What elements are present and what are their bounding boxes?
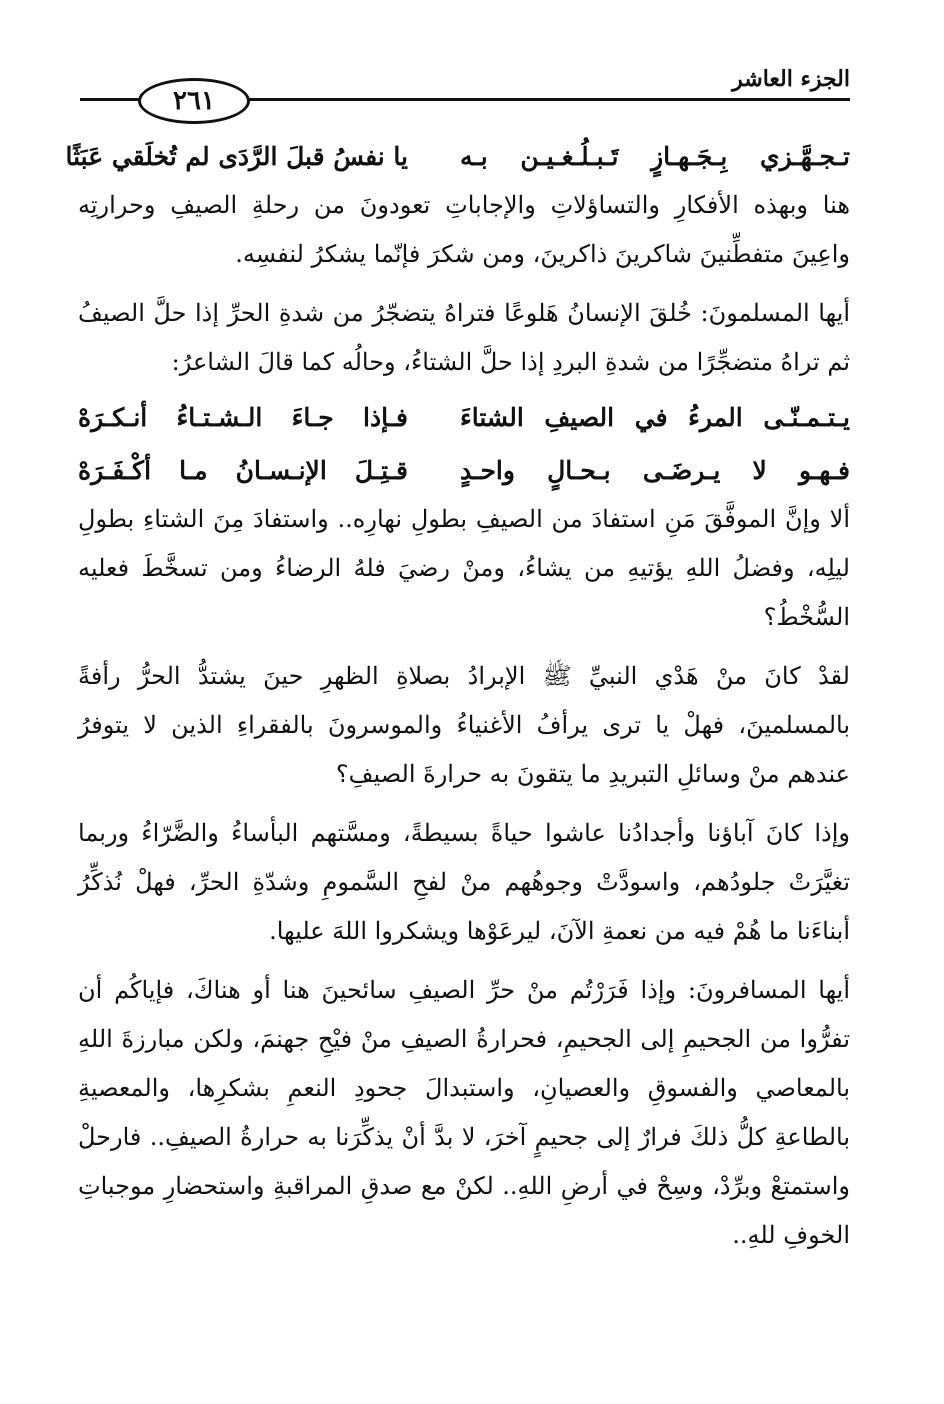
verse-first-hemistich: تـجـهَّـزي بِـجَـهـازٍ تَـبـلُـغـيـن بـه	[460, 142, 850, 171]
poem-verse	[78, 446, 850, 495]
page-number-oval	[138, 78, 250, 124]
part-title: الجزء العاشر	[732, 66, 850, 92]
page-body	[65, 132, 850, 1260]
verse-second-hemistich: قـتِـلَ الإنـسـانُ مـا أكْـفَـرَهْ	[78, 456, 408, 485]
poem-verse	[78, 393, 850, 442]
verse-first-hemistich: يـتـمـنّـى المرءُ في الصيفِ الشتاءَ	[460, 403, 850, 432]
paragraph: أيها المسلمونَ: خُلقَ الإنسانُ هَلوعًا فتراهُ يتضجّرُ من شدةِ الحرِّ إذا حلَّ الصيفُ ثم تراهُ متضجِّرًا من شدةِ البردِ إذا حلَّ الشتاءُ، وحالُه كما قالَ الشاعرُ:	[78, 299, 850, 376]
page-header	[80, 58, 850, 128]
paragraph: ألا وإنَّ الموفَّقَ مَنِ استفادَ من الصيفِ بطولِ نهارِه.. واستفادَ مِنَ الشتاءِ بطولِ ليلِه، وفضلُ اللهِ يؤتيهِ من يشاءُ، ومنْ رضيَ فلهُ الرضاءُ ومن تسخَّطَ فعليه السُّخْطُ؟	[78, 505, 850, 631]
paragraph: هنا وبهذه الأفكارِ والتساؤلاتِ والإجاباتِ تعودونَ من رحلةِ الصيفِ وحرارتِه واعِينَ متفطِّنينَ شاكرينَ ذاكرينَ، ومن شكرَ فإنّما يشكرُ لنفسِه.	[78, 191, 850, 268]
verse-first-hemistich: فـهـو لا يـرضَـى بـحـالٍ واحـدٍ	[460, 456, 850, 485]
verse-second-hemistich: يا نفسُ قبلَ الرَّدَى لم تُخلَقي عَبَثًا	[65, 142, 408, 171]
verse-second-hemistich: فـإذا جـاءَ الـشـتـاءُ أنـكـرَهْ	[78, 403, 408, 432]
paragraph: لقدْ كانَ منْ هَدْي النبيِّ ﷺ الإبرادُ بصلاةِ الظهرِ حينَ يشتدُّ الحرُّ رأفةً بالمسلمينَ، فهلْ يا ترى يرأفُ الأغنياءُ والموسرونَ بالفقراءِ الذين لا يتوفرُ عندهم منْ وسائلِ التبريدِ ما يتقونَ به حرارةَ الصيفِ؟	[78, 662, 850, 788]
paragraph: أيها المسافرونَ: وإذا فَرَرْتُم منْ حرِّ الصيفِ سائحينَ هنا أو هناكَ، فإياكُم أن تفرُّوا من الجحيمِ إلى الجحيمِ، فحرارةُ الصيفِ منْ فيْحِ جهنمَ، ولكن مبارزةَ اللهِ بالمعاصي والفسوقِ والعصيانِ، واستبدالَ جحودِ النعمِ بشكرِها، والمعصيةِ بالطاعةِ كلُّ ذلكَ فرارٌ إلى جحيمٍ آخرَ، لا بدَّ أنْ يذكِّرَنا به حرارةُ الصيفِ.. فارحلْ واستمتعْ وبرِّدْ، وسِحْ في أرضِ اللهِ.. لكنْ مع صدقِ المراقبةِ واستحضارِ موجباتِ الخوفِ للهِ..	[78, 976, 850, 1249]
page-number: ٢٦١	[173, 86, 215, 116]
paragraph: وإذا كانَ آباؤنا وأجدادُنا عاشوا حياةً بسيطةً، ومسَّتهم البأساءُ والضَّرّاءُ وربما تغيَّرَتْ جلودُهم، واسودَّتْ وجوهُهم منْ لفحِ السَّمومِ وشدّةِ الحرِّ، فهلْ نُذكِّرُ أبناءَنا ما هُمْ فيه من نعمةِ الآنَ، ليرعَوْها ويشكروا اللهَ عليها.	[78, 819, 850, 945]
poem-verse	[65, 132, 850, 181]
